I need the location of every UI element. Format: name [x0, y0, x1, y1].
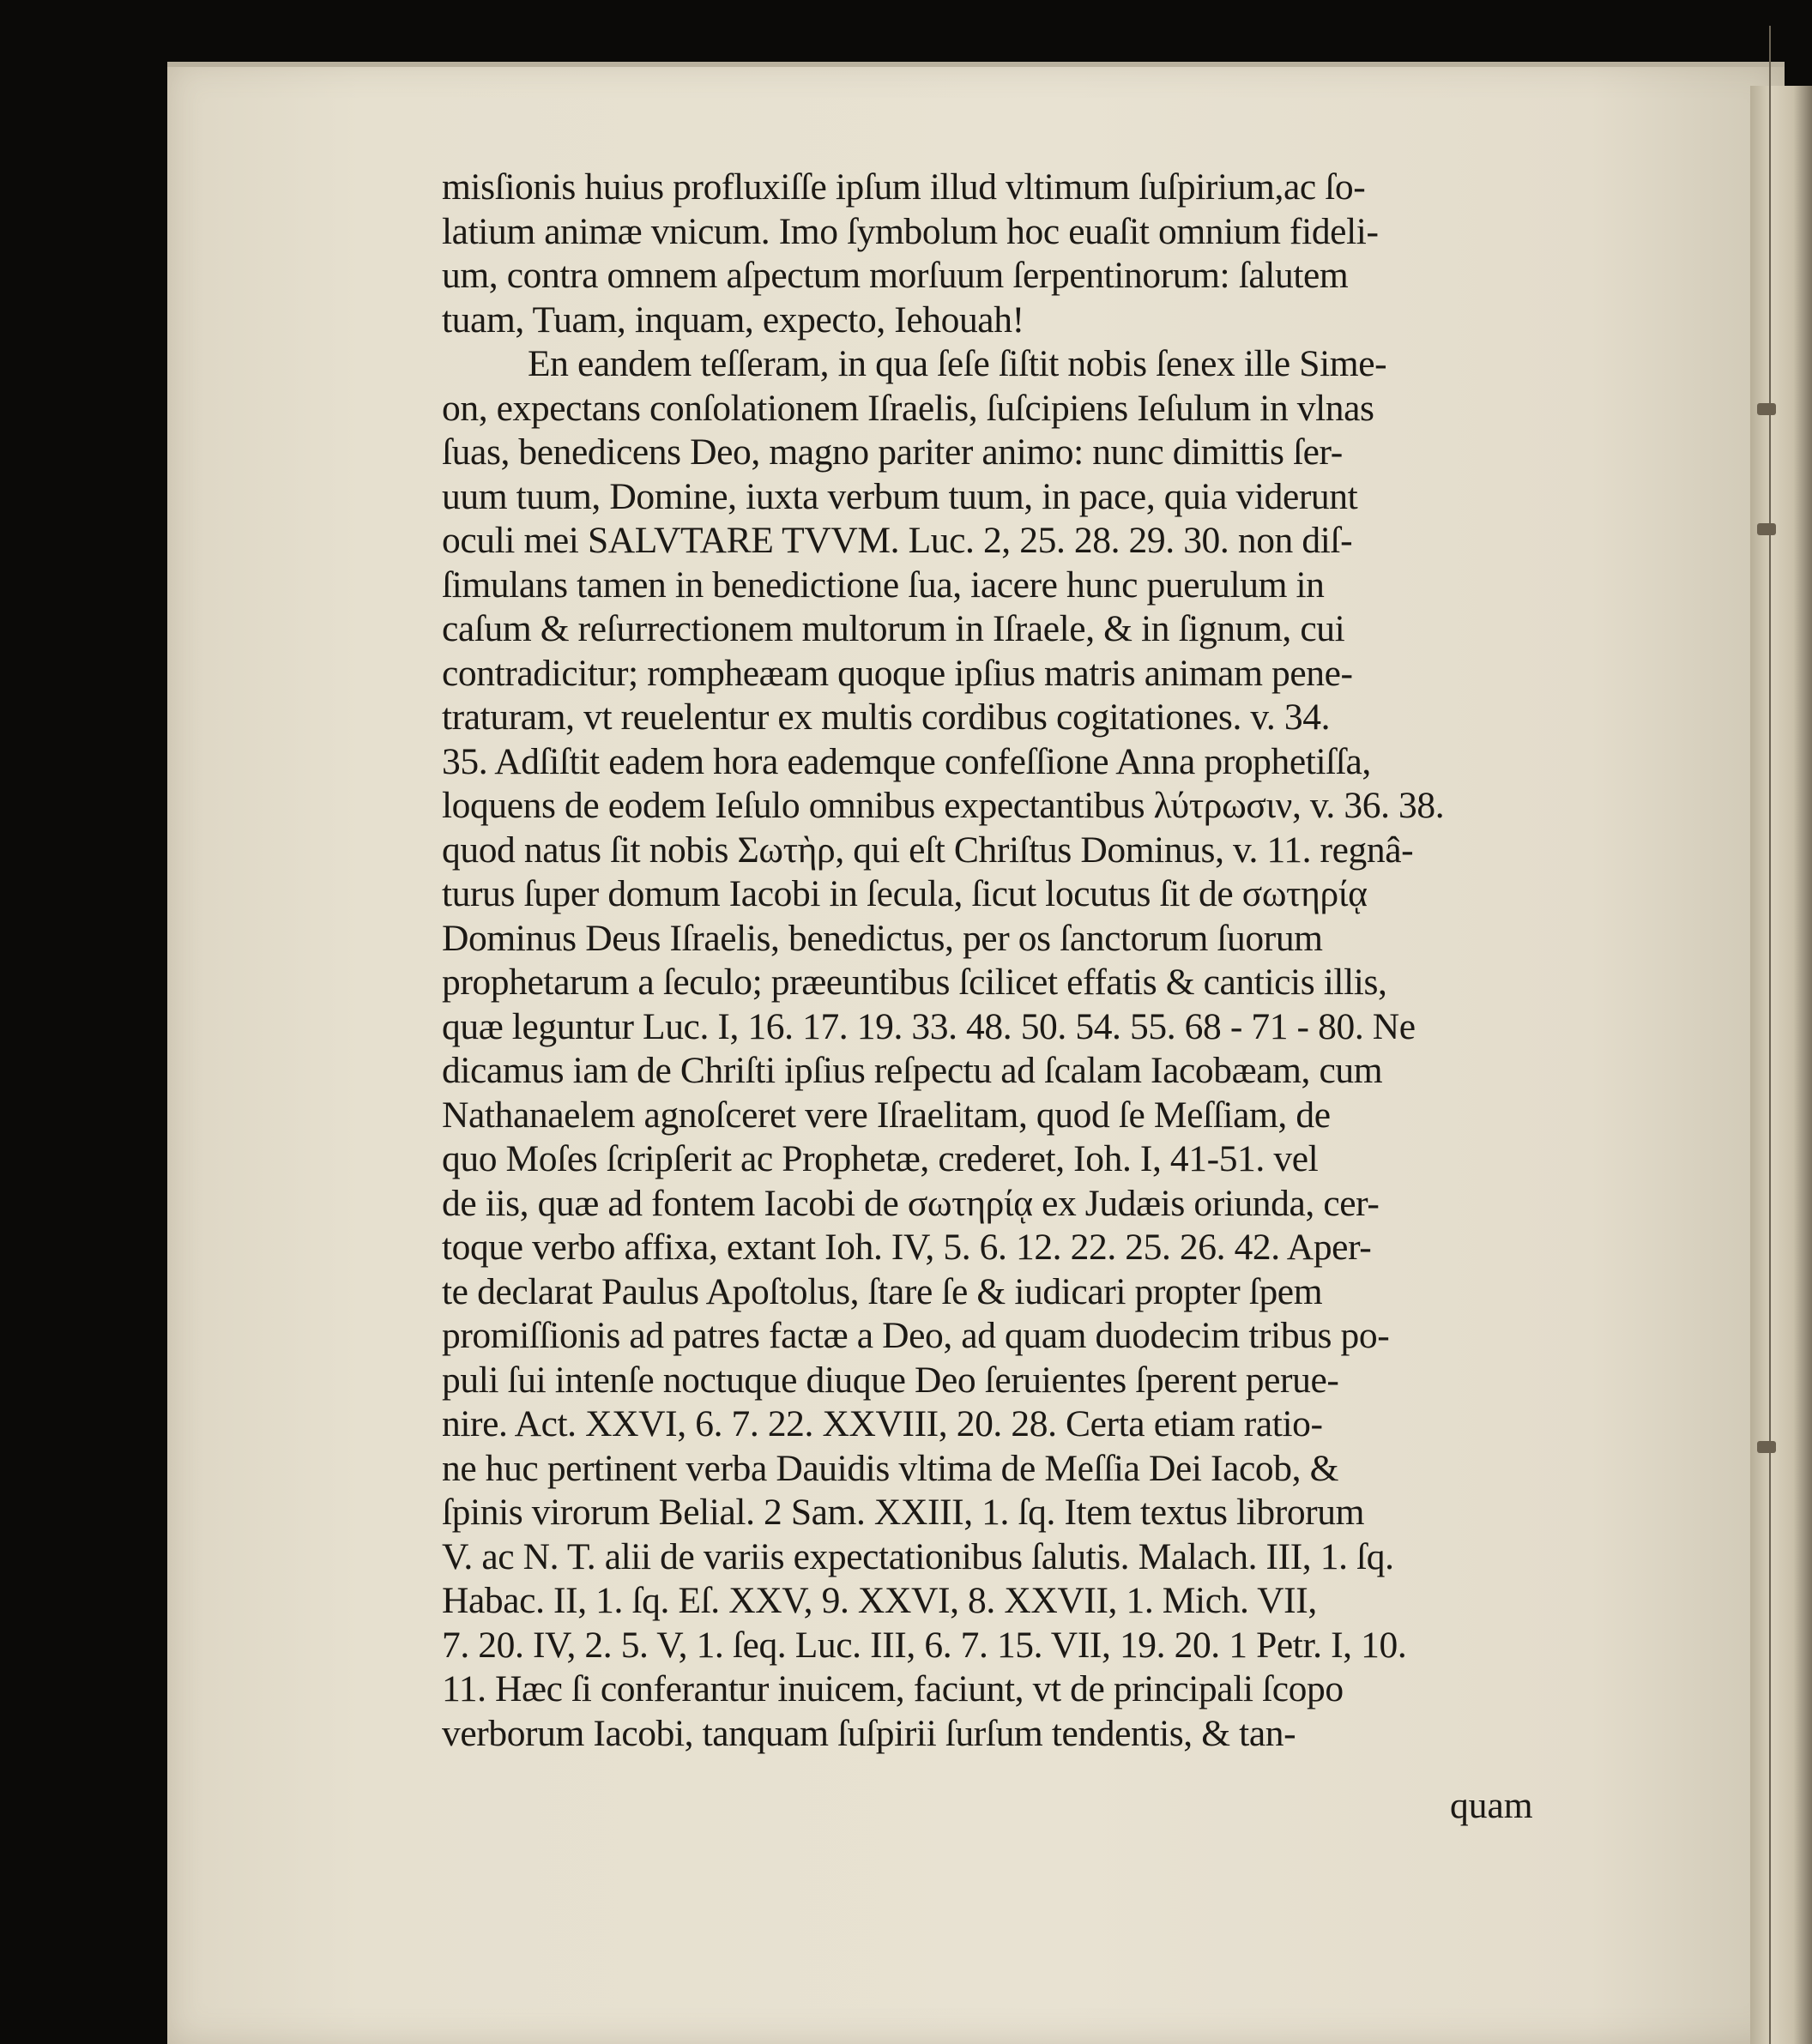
text-line: En eandem teſſeram, in qua ſeſe ſiſtit nobis ſenex ille Sime-: [528, 343, 1387, 384]
text-line: toque verbo affixa, extant Ioh. IV, 5. 6. 12. 22. 25. 26. 42. Aper-: [442, 1227, 1372, 1268]
text-line: traturam, vt reuelentur ex multis cordibus cogitationes. v. 34.: [442, 696, 1331, 738]
text-line: nire. Act. XXVI, 6. 7. 22. XXVIII, 20. 28. Certa etiam ratio-: [442, 1403, 1323, 1444]
text-line: tuam, Tuam, inquam, expecto, Iehouah!: [442, 298, 1024, 341]
text-line: turus ſuper domum Iacobi in ſecula, ſicut locutus ſit de σωτηρίᾳ: [442, 873, 1368, 914]
text-line: quod natus ſit nobis Σωτὴρ, qui eſt Chriſtus Dominus, v. 11. regnâ-: [442, 829, 1414, 871]
text-line: loquens de eodem Ieſulo omnibus expectantibus λύτρωσιν, v. 36. 38.: [442, 785, 1445, 826]
binding-stitch: [1757, 1441, 1776, 1453]
text-line: ſuas, benedicens Deo, magno pariter animo: nunc dimittis ſer-: [442, 431, 1343, 473]
text-line: Habac. II, 1. ſq. Eſ. XXV, 9. XXVI, 8. XXVII, 1. Mich. VII,: [442, 1580, 1317, 1621]
text-line: ne huc pertinent verba Dauidis vltima de Meſſia Dei Iacob, &: [442, 1447, 1339, 1489]
text-line: latium animæ vnicum. Imo ſymbolum hoc euaſit omnium fideli-: [442, 210, 1379, 252]
text-line: Nathanaelem agnoſceret vere Iſraelitam, quod ſe Meſſiam, de: [442, 1094, 1331, 1136]
page-top-edge: [167, 62, 1785, 67]
text-line: ſpinis virorum Belial. 2 Sam. XXIII, 1. ſq. Item textus librorum: [442, 1492, 1365, 1533]
text-line: caſum & reſurrectionem multorum in Iſraele, & in ſignum, cui: [442, 608, 1345, 649]
binding-stitch: [1757, 403, 1776, 415]
text-line: promiſſionis ad patres factæ a Deo, ad quam duodecim tribus po-: [442, 1315, 1390, 1356]
body-text: [442, 166, 1544, 1756]
text-line: prophetarum a ſeculo; præeuntibus ſcilicet effatis & canticis illis,: [442, 962, 1387, 1003]
text-line: te declarat Paulus Apoſtolus, ſtare ſe & iudicari propter ſpem: [442, 1270, 1323, 1312]
text-line: oculi mei SALVTARE TVVM. Luc. 2, 25. 28. 29. 30. non diſ-: [442, 520, 1353, 561]
binding-stitch: [1757, 523, 1776, 535]
spine-fold-line: [1769, 26, 1771, 2044]
book-spine: [1750, 86, 1812, 2044]
text-line: quæ leguntur Luc. I, 16. 17. 19. 33. 48. 50. 54. 55. 68 - 71 - 80. Ne: [442, 1005, 1416, 1047]
text-line: quo Moſes ſcripſerit ac Prophetæ, crederet, Ioh. I, 41-51. vel: [442, 1138, 1319, 1179]
text-line: ſimulans tamen in benedictione ſua, iacere hunc puerulum in: [442, 564, 1325, 606]
text-line: dicamus iam de Chriſti ipſius reſpectu ad ſcalam Iacobæam, cum: [442, 1050, 1383, 1091]
text-line: 11. Hæc ſi conferantur inuicem, faciunt, vt de principali ſcopo: [442, 1668, 1344, 1709]
text-line: V. ac N. T. alii de variis expectationibus ſalutis. Malach. III, 1. ſq.: [442, 1535, 1394, 1577]
text-line: puli ſui intenſe noctuque diuque Deo ſeruientes ſperent perue-: [442, 1359, 1339, 1401]
text-line: um, contra omnem aſpectum morſuum ſerpentinorum: ſalutem: [442, 255, 1349, 296]
text-line: 35. Adſiſtit eadem hora eademque confeſſione Anna prophetiſſa,: [442, 740, 1371, 782]
text-line: 7. 20. IV, 2. 5. V, 1. ſeq. Luc. III, 6. 7. 15. VII, 19. 20. 1 Petr. I, 10.: [442, 1624, 1407, 1666]
catchword: quam: [1450, 1785, 1533, 1826]
text-line: misſionis huius profluxiſſe ipſum illud vltimum ſuſpirium,ac ſo-: [442, 166, 1366, 208]
text-line: Dominus Deus Iſraelis, benedictus, per os ſanctorum ſuorum: [442, 917, 1323, 959]
text-line: verborum Iacobi, tanquam ſuſpirii ſurſum tendentis, & tan-: [442, 1712, 1296, 1754]
text-line: contradicitur; rompheæam quoque ipſius matris animam pene-: [442, 652, 1353, 694]
text-line: on, expectans conſolationem Iſraelis, ſuſcipiens Ieſulum in vlnas: [442, 387, 1374, 429]
text-line: uum tuum, Domine, iuxta verbum tuum, in pace, quia viderunt: [442, 475, 1358, 517]
text-line: de iis, quæ ad fontem Iacobi de σωτηρίᾳ ex Judæis oriunda, cer-: [442, 1182, 1380, 1224]
